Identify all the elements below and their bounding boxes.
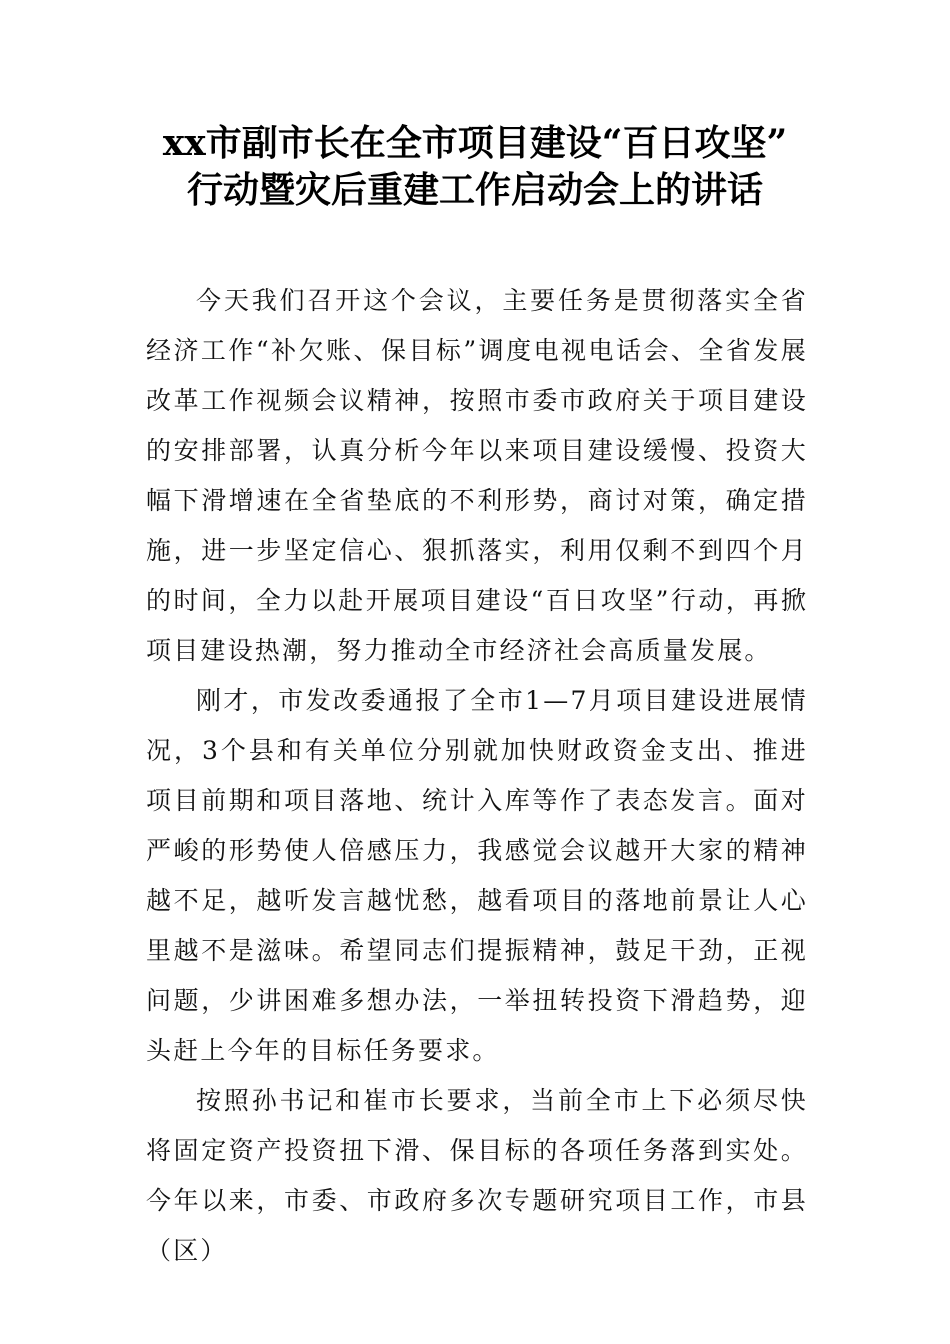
paragraph-3: 按照孙书记和崔市长要求，当前全市上下必须尽快将固定资产投资扭下滑、保目标的各项任务落到实处。今年以来，市委、市政府多次专题研究项目工作，市县（区）: [146, 1086, 808, 1265]
document-title: [140, 120, 810, 214]
title-line-2: 行动暨灾后重建工作启动会上的讲话: [186, 169, 763, 211]
document-body: [146, 276, 808, 1276]
paragraph-1: 今天我们召开这个会议，主要任务是贯彻落实全省经济工作“补欠账、保目标”调度电视电话会、全省发展改革工作视频会议精神，按照市委市政府关于项目建设的安排部署，认真分析今年以来项目建设缓慢、投资大幅下滑增速在全省垫底的不利形势，商讨对策，确定措施，进一步坚定信心、狠抓落实，利用仅剩不到四个月的时间，全力以赴开展项目建设“百日攻坚”行动，再掀项目建设热潮，努力推动全市经济社会高质量发展。: [146, 286, 808, 665]
paragraph-2: 刚才，市发改委通报了全市1—7月项目建设进展情况，3个县和有关单位分别就加快财政资金支出、推进项目前期和项目落地、统计入库等作了表态发言。面对严峻的形势使人倍感压力，我感觉会议越开大家的精神越不足，越听发言越忧愁，越看项目的落地前景让人心里越不是滋味。希望同志们提振精神，鼓足干劲，正视问题，少讲困难多想办法，一举扭转投资下滑趋势，迎头赶上今年的目标任务要求。: [146, 686, 808, 1065]
title-line-1: xx市副市长在全市项目建设“百日攻坚”: [162, 122, 788, 164]
